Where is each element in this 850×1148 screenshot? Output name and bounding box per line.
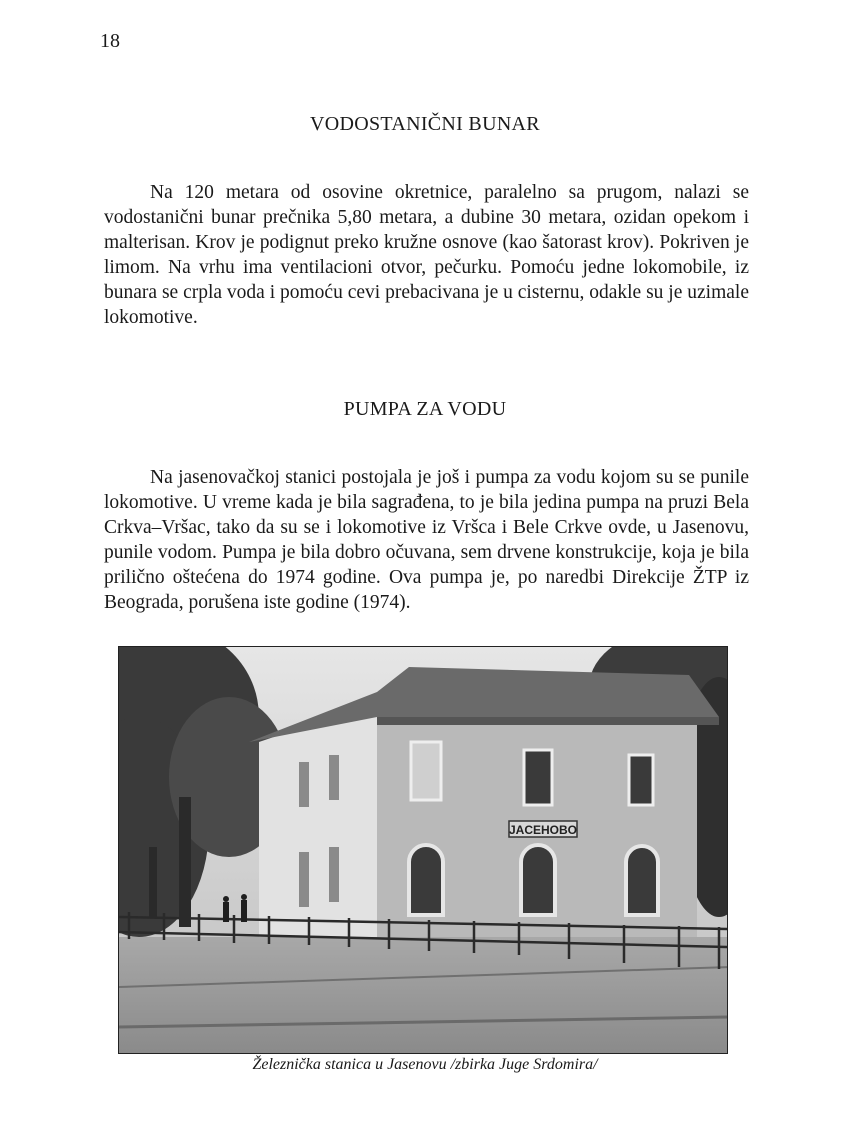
station-ground (119, 937, 728, 1054)
photo-caption: Železnička stanica u Jasenovu /zbirka Juge Srdomira/ (252, 1056, 598, 1073)
section-heading-pumpa-za-vodu: PUMPA ZA VODU (343, 398, 507, 420)
station-photo (118, 646, 728, 1054)
page-number: 18 (100, 30, 120, 52)
paragraph-pumpa-za-vodu: Na jasenovačkoj stanici postojala je još i pumpa za vodu kojom su se punile lokomotive. U vreme kada je bila sagrađena, to je bila jedina pumpa na pruzi Bela Crkva–Vršac, tako da su se i lokomotive iz Vršca i Bele Crkve ovde, u Jasenovu, punile vodom. Pumpa je bila dobro očuvana, sem drvene konstrukcije, koja je bila prilično oštećena do 1974 godine. Ova pumpa je, po naredbi Direkcije ŽTP iz Beograda, porušena iste godine (1974). (104, 467, 749, 613)
station-sign-text: JACEHOBO (508, 823, 578, 837)
paragraph-vodostanicni-bunar: Na 120 metara od osovine okretnice, paralelno sa prugom, nalazi se vodostanični bunar prečnika 5,80 metara, a dubine 30 metara, ozidan opekom i malterisan. Krov je podignut preko kružne osnove (kao šatorast krov). Pokriven je limom. Na vrhu ima ventilacioni otvor, pečurku. Pomoću jedne lokomobile, iz bunara se crpla voda i pomoću cevi prebacivana je u cisternu, odakle su je uzimale lokomotive. (104, 182, 749, 328)
station-photo-drawing (119, 647, 728, 1054)
building-side-wall (259, 702, 377, 937)
station-sign (509, 821, 577, 837)
section-heading-vodostanicni-bunar: VODOSTANIČNI BUNAR (310, 113, 540, 135)
